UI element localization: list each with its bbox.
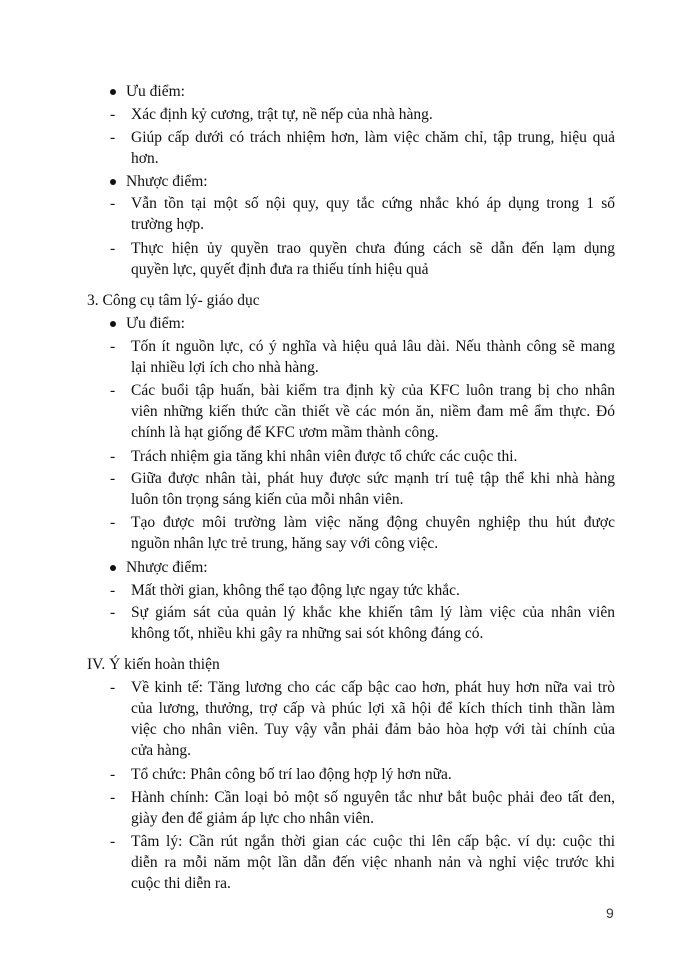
- list-item-line: Về kinh tế: Tăng lương cho các cấp bậc cao hơn, phát huy hơn nữa vai trò: [131, 679, 615, 696]
- bullet-pros-s3: [110, 321, 116, 327]
- list-item-line: Tâm lý: Cần rút ngắn thời gian các cuộc thi lên cấp bậc. ví dụ: cuộc thi: [131, 833, 615, 850]
- dash-marker: -: [110, 514, 116, 531]
- list-item-line: việc cho nhân viên. Tuy vậy vẫn phải đảm bảo hòa hợp với tài chính của: [131, 721, 615, 738]
- list-item-line: trường hợp.: [131, 216, 205, 233]
- section-heading: IV. Ý kiến hoàn thiện: [87, 656, 220, 673]
- list-item-line: nguồn nhân lực trẻ trung, hăng say với công việc.: [131, 535, 439, 552]
- list-item-line: cửa hàng.: [131, 742, 192, 759]
- list-item-line: Giúp cấp dưới có trách nhiệm hơn, làm việc chăm chỉ, tập trung, hiệu quả: [131, 129, 615, 146]
- list-item-line: Tốn ít nguồn lực, có ý nghĩa và hiệu quả lâu dài. Nếu thành công sẽ mang: [131, 338, 615, 355]
- list-item-line: Trách nhiệm gia tăng khi nhân viên được tổ chức các cuộc thi.: [131, 448, 518, 465]
- list-item-line: quyền lực, quyết định đưa ra thiếu tính hiệu quả: [131, 261, 429, 278]
- bullet-pros-s2: [110, 89, 116, 95]
- list-item-line: Xác định kỷ cương, trật tự, nề nếp của nhà hàng.: [131, 106, 433, 123]
- dash-marker: -: [110, 448, 116, 465]
- list-item-line: Sự giám sát của quản lý khắc khe khiến tâm lý làm việc của nhân viên: [131, 604, 615, 621]
- section-heading: 3. Công cụ tâm lý- giáo dục: [87, 292, 260, 309]
- dash-marker: -: [110, 604, 116, 621]
- list-item-line: Tổ chức: Phân công bố trí lao động hợp lý hơn nữa.: [131, 766, 452, 783]
- list-item-line: của lương, thưởng, trợ cấp và phúc lợi xã hội để kích thích tinh thần làm: [131, 700, 615, 717]
- dash-marker: -: [110, 679, 116, 696]
- pros-label: Ưu điểm:: [126, 315, 185, 332]
- dash-marker: -: [110, 382, 116, 399]
- dash-marker: -: [110, 833, 116, 850]
- page-number: 9: [606, 905, 614, 921]
- list-item-line: Thực hiện ủy quyền trao quyền chưa đúng cách sẽ dẫn đến lạm dụng: [131, 240, 615, 257]
- list-item-line: luôn tôn trọng sáng kiến của mỗi nhân viên.: [131, 491, 404, 508]
- dash-marker: -: [110, 129, 116, 146]
- pros-label: Ưu điểm:: [126, 83, 185, 100]
- list-item-line: diễn ra mỗi năm một lần dẫn đến việc nhanh nản và nghỉ việc trước khi: [131, 854, 615, 871]
- list-item-line: hơn.: [131, 150, 159, 167]
- list-item-line: Mất thời gian, không thể tạo động lực ngay tức khắc.: [131, 582, 460, 599]
- dash-marker: -: [110, 338, 116, 355]
- list-item-line: lại nhiều lợi ích cho nhà hàng.: [131, 359, 319, 376]
- dash-marker: -: [110, 470, 116, 487]
- list-item-line: Tạo được môi trường làm việc năng động chuyên nghiệp thu hút được: [131, 514, 615, 531]
- list-item-line: viên những kiến thức cần thiết về các món ăn, niềm đam mê ẩm thực. Đó: [131, 403, 615, 420]
- cons-label: Nhược điểm:: [126, 173, 208, 190]
- dash-marker: -: [110, 582, 116, 599]
- cons-label: Nhược điểm:: [126, 559, 208, 576]
- list-item-line: không tốt, nhiều khi gây ra những sai sót không đáng có.: [131, 625, 484, 642]
- bullet-cons-s3: [110, 565, 116, 571]
- list-item-line: Hành chính: Cần loại bỏ một số nguyên tắc như bắt buộc phải đeo tất đen,: [131, 789, 615, 806]
- dash-marker: -: [110, 240, 116, 257]
- list-item-line: chính là hạt giống để KFC ươm mầm thành công.: [131, 424, 439, 441]
- list-item-line: giày đen để giảm áp lực cho nhân viên.: [131, 810, 374, 827]
- dash-marker: -: [110, 106, 116, 123]
- list-item-line: Các buổi tập huấn, bài kiểm tra định kỳ của KFC luôn trang bị cho nhân: [131, 382, 615, 399]
- list-item-line: Vẫn tồn tại một số nội quy, quy tắc cứng nhắc khó áp dụng trong 1 số: [131, 195, 615, 212]
- dash-marker: -: [110, 195, 116, 212]
- bullet-cons-s2: [110, 179, 116, 185]
- list-item-line: cuộc thi diễn ra.: [131, 875, 231, 892]
- dash-marker: -: [110, 766, 116, 783]
- list-item-line: Giữa được nhân tài, phát huy được sức mạnh trí tuệ tập thể khi nhà hàng: [131, 470, 615, 487]
- dash-marker: -: [110, 789, 116, 806]
